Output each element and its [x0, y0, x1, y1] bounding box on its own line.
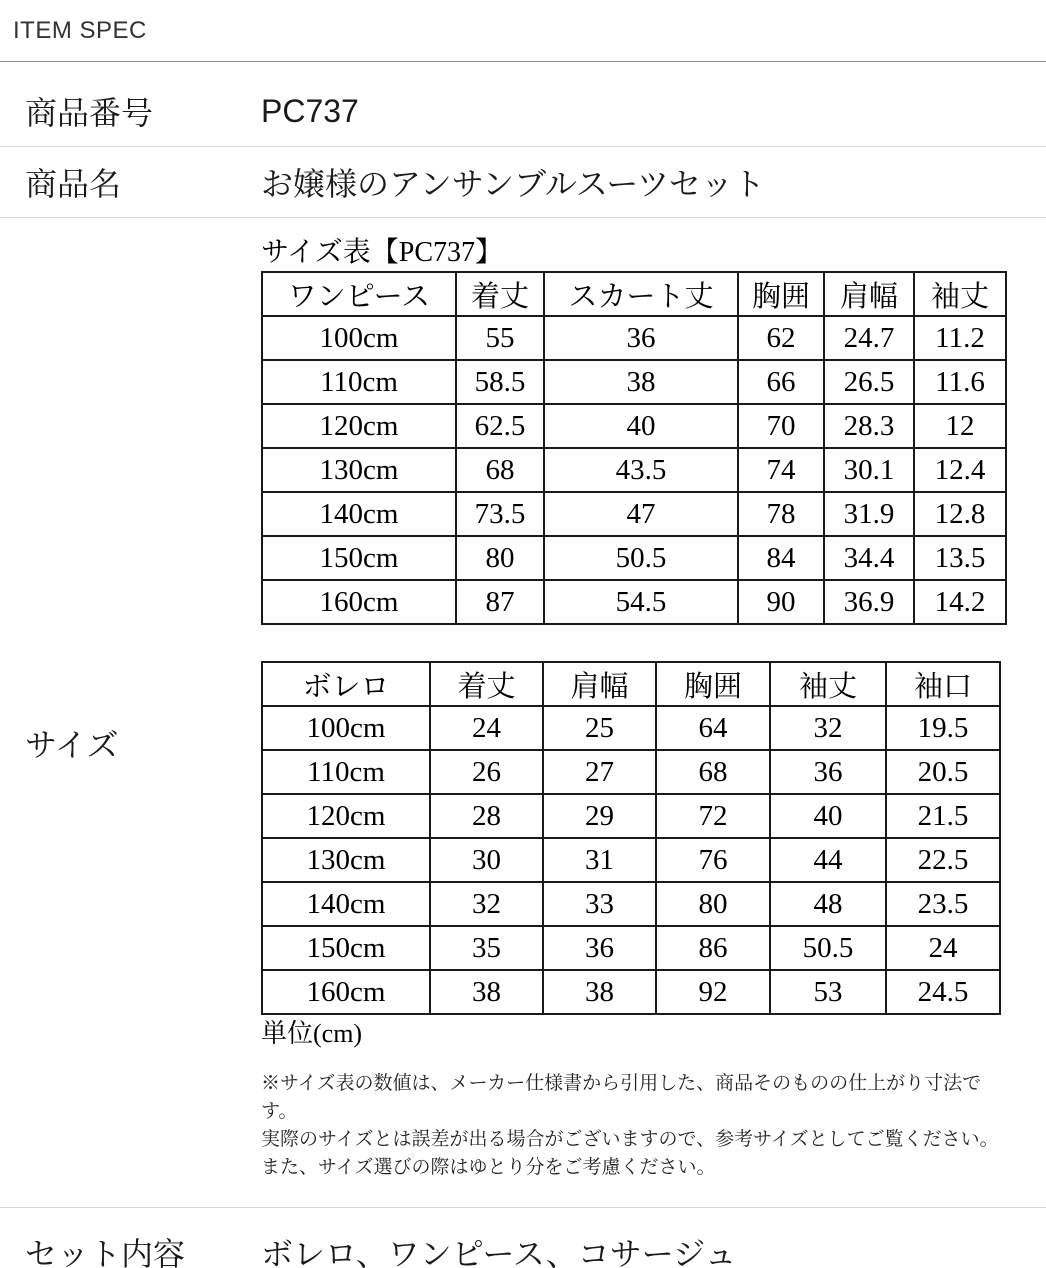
- size-table-cell: 76: [656, 838, 770, 882]
- size-table-cell: 32: [430, 882, 543, 926]
- size-table-cell: 62.5: [456, 404, 544, 448]
- size-table-cell: 110cm: [262, 360, 456, 404]
- set-contents-label: セット内容: [25, 1235, 186, 1268]
- size-table-cell: 28.3: [824, 404, 914, 448]
- size-table-cell: 130cm: [262, 448, 456, 492]
- size-table-row: [262, 360, 1006, 404]
- size-table-cell: 50.5: [544, 536, 738, 580]
- size-table-cell: 38: [543, 970, 656, 1014]
- disclaimer-line: 実際のサイズとは誤差が出る場合がございますので、参考サイズとしてご覧ください。: [261, 1129, 999, 1150]
- size-table-cell: 36: [543, 926, 656, 970]
- size-table-cell: 120cm: [262, 794, 430, 838]
- size-table-cell: 66: [738, 360, 824, 404]
- size-table-header-cell: 肩幅: [543, 662, 656, 706]
- disclaimer-line: また、サイズ選びの際はゆとり分をご考慮ください。: [261, 1157, 716, 1178]
- size-table-cell: 24: [430, 706, 543, 750]
- size-table-row: [262, 750, 1000, 794]
- size-table-cell: 12.8: [914, 492, 1006, 536]
- size-table-cell: 24: [886, 926, 1000, 970]
- spec-row-product-name: [0, 147, 1046, 218]
- size-section-content: [261, 218, 1011, 1207]
- size-table-cell: 22.5: [886, 838, 1000, 882]
- size-table-header-row: [262, 662, 1000, 706]
- size-table-cell: 19.5: [886, 706, 1000, 750]
- size-table-cell: 36: [544, 316, 738, 360]
- size-table-cell: 150cm: [262, 536, 456, 580]
- size-table-header-cell: ボレロ: [262, 662, 430, 706]
- size-table-cell: 31.9: [824, 492, 914, 536]
- size-table-cell: 30.1: [824, 448, 914, 492]
- size-table-cell: 11.6: [914, 360, 1006, 404]
- product-number-label: 商品番号: [25, 95, 154, 131]
- size-table-cell: 30: [430, 838, 543, 882]
- size-table-cell: 55: [456, 316, 544, 360]
- disclaimer-line: ※サイズ表の数値は、メーカー仕様書から引用した、商品そのものの仕上がり寸法です。: [261, 1073, 982, 1122]
- size-table-cell: 130cm: [262, 838, 430, 882]
- size-table-cell: 43.5: [544, 448, 738, 492]
- size-table-cell: 50.5: [770, 926, 886, 970]
- set-contents-value: ボレロ、ワンピース、コサージュ: [261, 1235, 737, 1268]
- size-table-header-cell: 肩幅: [824, 272, 914, 316]
- size-table-cell: 27: [543, 750, 656, 794]
- size-table-cell: 40: [544, 404, 738, 448]
- product-number-value: PC737: [261, 92, 359, 129]
- size-table-cell: 11.2: [914, 316, 1006, 360]
- size-table-cell: 29: [543, 794, 656, 838]
- size-table-cell: 87: [456, 580, 544, 624]
- size-table-cell: 14.2: [914, 580, 1006, 624]
- section-header: [0, 0, 1046, 62]
- size-table-cell: 140cm: [262, 882, 430, 926]
- size-table-cell: 62: [738, 316, 824, 360]
- size-table-cell: 24.5: [886, 970, 1000, 1014]
- size-table-cell: 140cm: [262, 492, 456, 536]
- size-table-header-cell: 袖丈: [914, 272, 1006, 316]
- size-table-cell: 38: [544, 360, 738, 404]
- size-table-cell: 44: [770, 838, 886, 882]
- size-table-cell: 21.5: [886, 794, 1000, 838]
- size-table-cell: 47: [544, 492, 738, 536]
- size-table-cell: 33: [543, 882, 656, 926]
- size-table-cell: 53: [770, 970, 886, 1014]
- spec-row-set-contents: [0, 1208, 1046, 1268]
- size-disclaimer: [261, 1070, 1011, 1207]
- size-table-header-cell: 着丈: [430, 662, 543, 706]
- size-table-cell: 58.5: [456, 360, 544, 404]
- page-title: ITEM SPEC: [13, 16, 147, 44]
- size-table-cell: 26: [430, 750, 543, 794]
- size-table-cell: 86: [656, 926, 770, 970]
- size-table-cell: 68: [656, 750, 770, 794]
- size-table-row: [262, 404, 1006, 448]
- size-table-row: [262, 536, 1006, 580]
- size-table-cell: 25: [543, 706, 656, 750]
- spec-row-size: [0, 218, 1046, 1208]
- size-table-header-cell: 袖丈: [770, 662, 886, 706]
- size-table-row: [262, 316, 1006, 360]
- size-table-cell: 120cm: [262, 404, 456, 448]
- onepiece-size-table: [261, 271, 1007, 625]
- size-table-header-cell: 着丈: [456, 272, 544, 316]
- size-table-cell: 36.9: [824, 580, 914, 624]
- size-table-cell: 92: [656, 970, 770, 1014]
- size-table-cell: 54.5: [544, 580, 738, 624]
- size-table-header-cell: 胸囲: [656, 662, 770, 706]
- size-table-row: [262, 580, 1006, 624]
- size-table-cell: 110cm: [262, 750, 430, 794]
- bolero-size-table: [261, 661, 1001, 1015]
- size-table-cell: 80: [456, 536, 544, 580]
- size-table-cell: 40: [770, 794, 886, 838]
- size-table-header-cell: 胸囲: [738, 272, 824, 316]
- size-table-cell: 26.5: [824, 360, 914, 404]
- size-table-cell: 12: [914, 404, 1006, 448]
- product-name-value: お嬢様のアンサンブルスーツセット: [261, 166, 766, 202]
- size-table-cell: 28: [430, 794, 543, 838]
- size-table-cell: 31: [543, 838, 656, 882]
- size-table-row: [262, 794, 1000, 838]
- size-table-cell: 34.4: [824, 536, 914, 580]
- size-label: サイズ: [25, 727, 119, 763]
- size-table-cell: 80: [656, 882, 770, 926]
- size-table-header-cell: ワンピース: [262, 272, 456, 316]
- size-table-row: [262, 492, 1006, 536]
- size-table-cell: 100cm: [262, 706, 430, 750]
- size-table-cell: 84: [738, 536, 824, 580]
- size-table-cell: 23.5: [886, 882, 1000, 926]
- spec-row-product-number: [0, 62, 1046, 147]
- size-table-cell: 35: [430, 926, 543, 970]
- size-table-header-row: [262, 272, 1006, 316]
- size-table-cell: 68: [456, 448, 544, 492]
- size-table-cell: 160cm: [262, 580, 456, 624]
- size-table-cell: 90: [738, 580, 824, 624]
- size-table-cell: 74: [738, 448, 824, 492]
- size-table-title: サイズ表【PC737】: [261, 237, 504, 268]
- size-table-cell: 13.5: [914, 536, 1006, 580]
- size-table-cell: 36: [770, 750, 886, 794]
- size-table-row: [262, 970, 1000, 1014]
- size-table-cell: 32: [770, 706, 886, 750]
- size-table-cell: 150cm: [262, 926, 430, 970]
- size-table-cell: 73.5: [456, 492, 544, 536]
- size-table-row: [262, 448, 1006, 492]
- size-table-cell: 72: [656, 794, 770, 838]
- size-table-cell: 160cm: [262, 970, 430, 1014]
- size-table-cell: 100cm: [262, 316, 456, 360]
- size-table-header-cell: スカート丈: [544, 272, 738, 316]
- size-table-cell: 78: [738, 492, 824, 536]
- size-table-row: [262, 882, 1000, 926]
- size-table-cell: 20.5: [886, 750, 1000, 794]
- size-table-cell: 38: [430, 970, 543, 1014]
- size-table-cell: 48: [770, 882, 886, 926]
- product-name-label: 商品名: [25, 166, 122, 202]
- size-table-cell: 24.7: [824, 316, 914, 360]
- size-table-cell: 70: [738, 404, 824, 448]
- size-table-cell: 64: [656, 706, 770, 750]
- size-table-cell: 12.4: [914, 448, 1006, 492]
- size-table-row: [262, 838, 1000, 882]
- size-table-row: [262, 706, 1000, 750]
- size-table-row: [262, 926, 1000, 970]
- size-table-header-cell: 袖口: [886, 662, 1000, 706]
- unit-label: 単位(cm): [261, 1019, 363, 1048]
